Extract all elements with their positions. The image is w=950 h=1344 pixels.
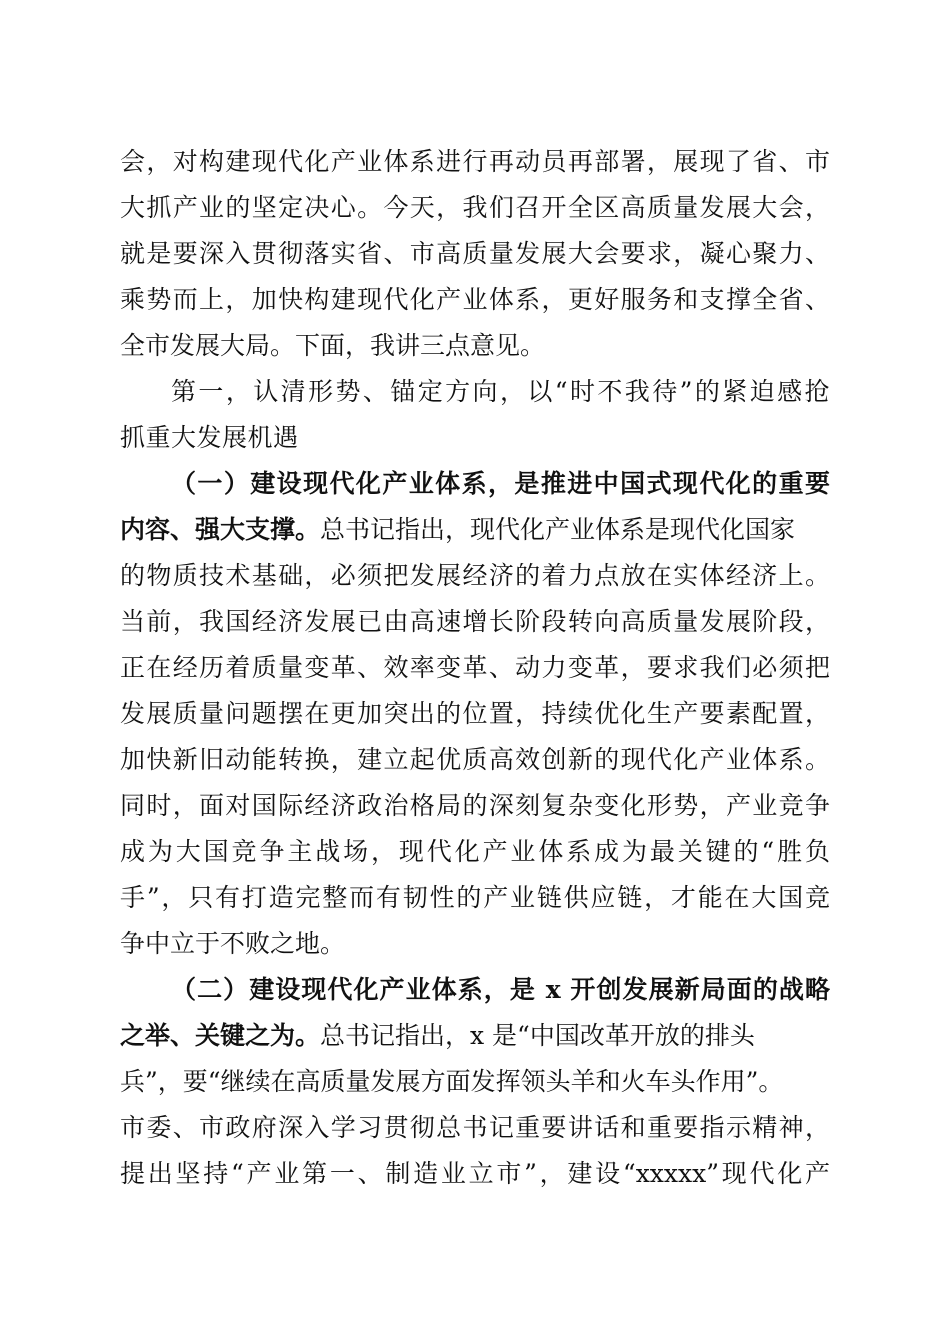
- subsection-heading-line: （一）建设现代化产业体系，是推进中国式现代化的重要: [171, 469, 830, 498]
- paragraph-line: 发展质量问题摆在更加突出的位置，持续优化生产要素配置，: [120, 699, 830, 728]
- paragraph-text: 总书记指出，x 是“中国改革开放的排头: [320, 1021, 755, 1050]
- subsection-heading-line: （二）建设现代化产业体系，是 x 开创发展新局面的战略: [171, 975, 830, 1004]
- paragraph-line: 手”，只有打造完整而有韧性的产业链供应链，才能在大国竞: [120, 883, 830, 912]
- paragraph-line: 会，对构建现代化产业体系进行再动员再部署，展现了省、市: [120, 147, 830, 176]
- section-heading-line: 抓重大发展机遇: [120, 423, 299, 452]
- paragraph-line: 兵”，要“继续在高质量发展方面发挥领头羊和火车头作用”。: [120, 1067, 784, 1096]
- paragraph-line: 当前，我国经济发展已由高速增长阶段转向高质量发展阶段，: [120, 607, 830, 636]
- paragraph-text: 总书记指出，现代化产业体系是现代化国家: [320, 515, 796, 544]
- paragraph-line: 就是要深入贯彻落实省、市高质量发展大会要求，凝心聚力、: [120, 239, 830, 268]
- paragraph-line: 大抓产业的坚定决心。今天，我们召开全区高质量发展大会，: [120, 193, 830, 222]
- paragraph-line: 的物质技术基础，必须把发展经济的着力点放在实体经济上。: [120, 561, 830, 590]
- paragraph-line: [120, 515, 795, 545]
- subsection-heading-tail: 之举、关键之为。: [120, 1021, 321, 1050]
- paragraph-line: 争中立于不败之地。: [120, 929, 346, 958]
- paragraph-line: 同时，面对国际经济政治格局的深刻复杂变化形势，产业竞争: [120, 791, 830, 820]
- paragraph-line: 市委、市政府深入学习贯彻总书记重要讲话和重要指示精神，: [120, 1113, 830, 1142]
- paragraph-line: 全市发展大局。下面，我讲三点意见。: [120, 331, 546, 360]
- paragraph-line: 成为大国竞争主战场，现代化产业体系成为最关键的“胜负: [120, 837, 830, 866]
- paragraph-line: 乘势而上，加快构建现代化产业体系，更好服务和支撑全省、: [120, 285, 830, 314]
- subsection-heading-tail: 内容、强大支撑。: [120, 515, 321, 544]
- section-heading-line: 第一，认清形势、锚定方向，以“时不我待”的紧迫感抢: [171, 377, 830, 406]
- paragraph-line: [120, 1021, 755, 1051]
- paragraph-line: 正在经历着质量变革、效率变革、动力变革，要求我们必须把: [120, 653, 830, 682]
- paragraph-line: 加快新旧动能转换，建立起优质高效创新的现代化产业体系。: [120, 745, 830, 774]
- paragraph-line: 提出坚持“产业第一、制造业立市”，建设“xxxxx”现代化产: [120, 1159, 830, 1188]
